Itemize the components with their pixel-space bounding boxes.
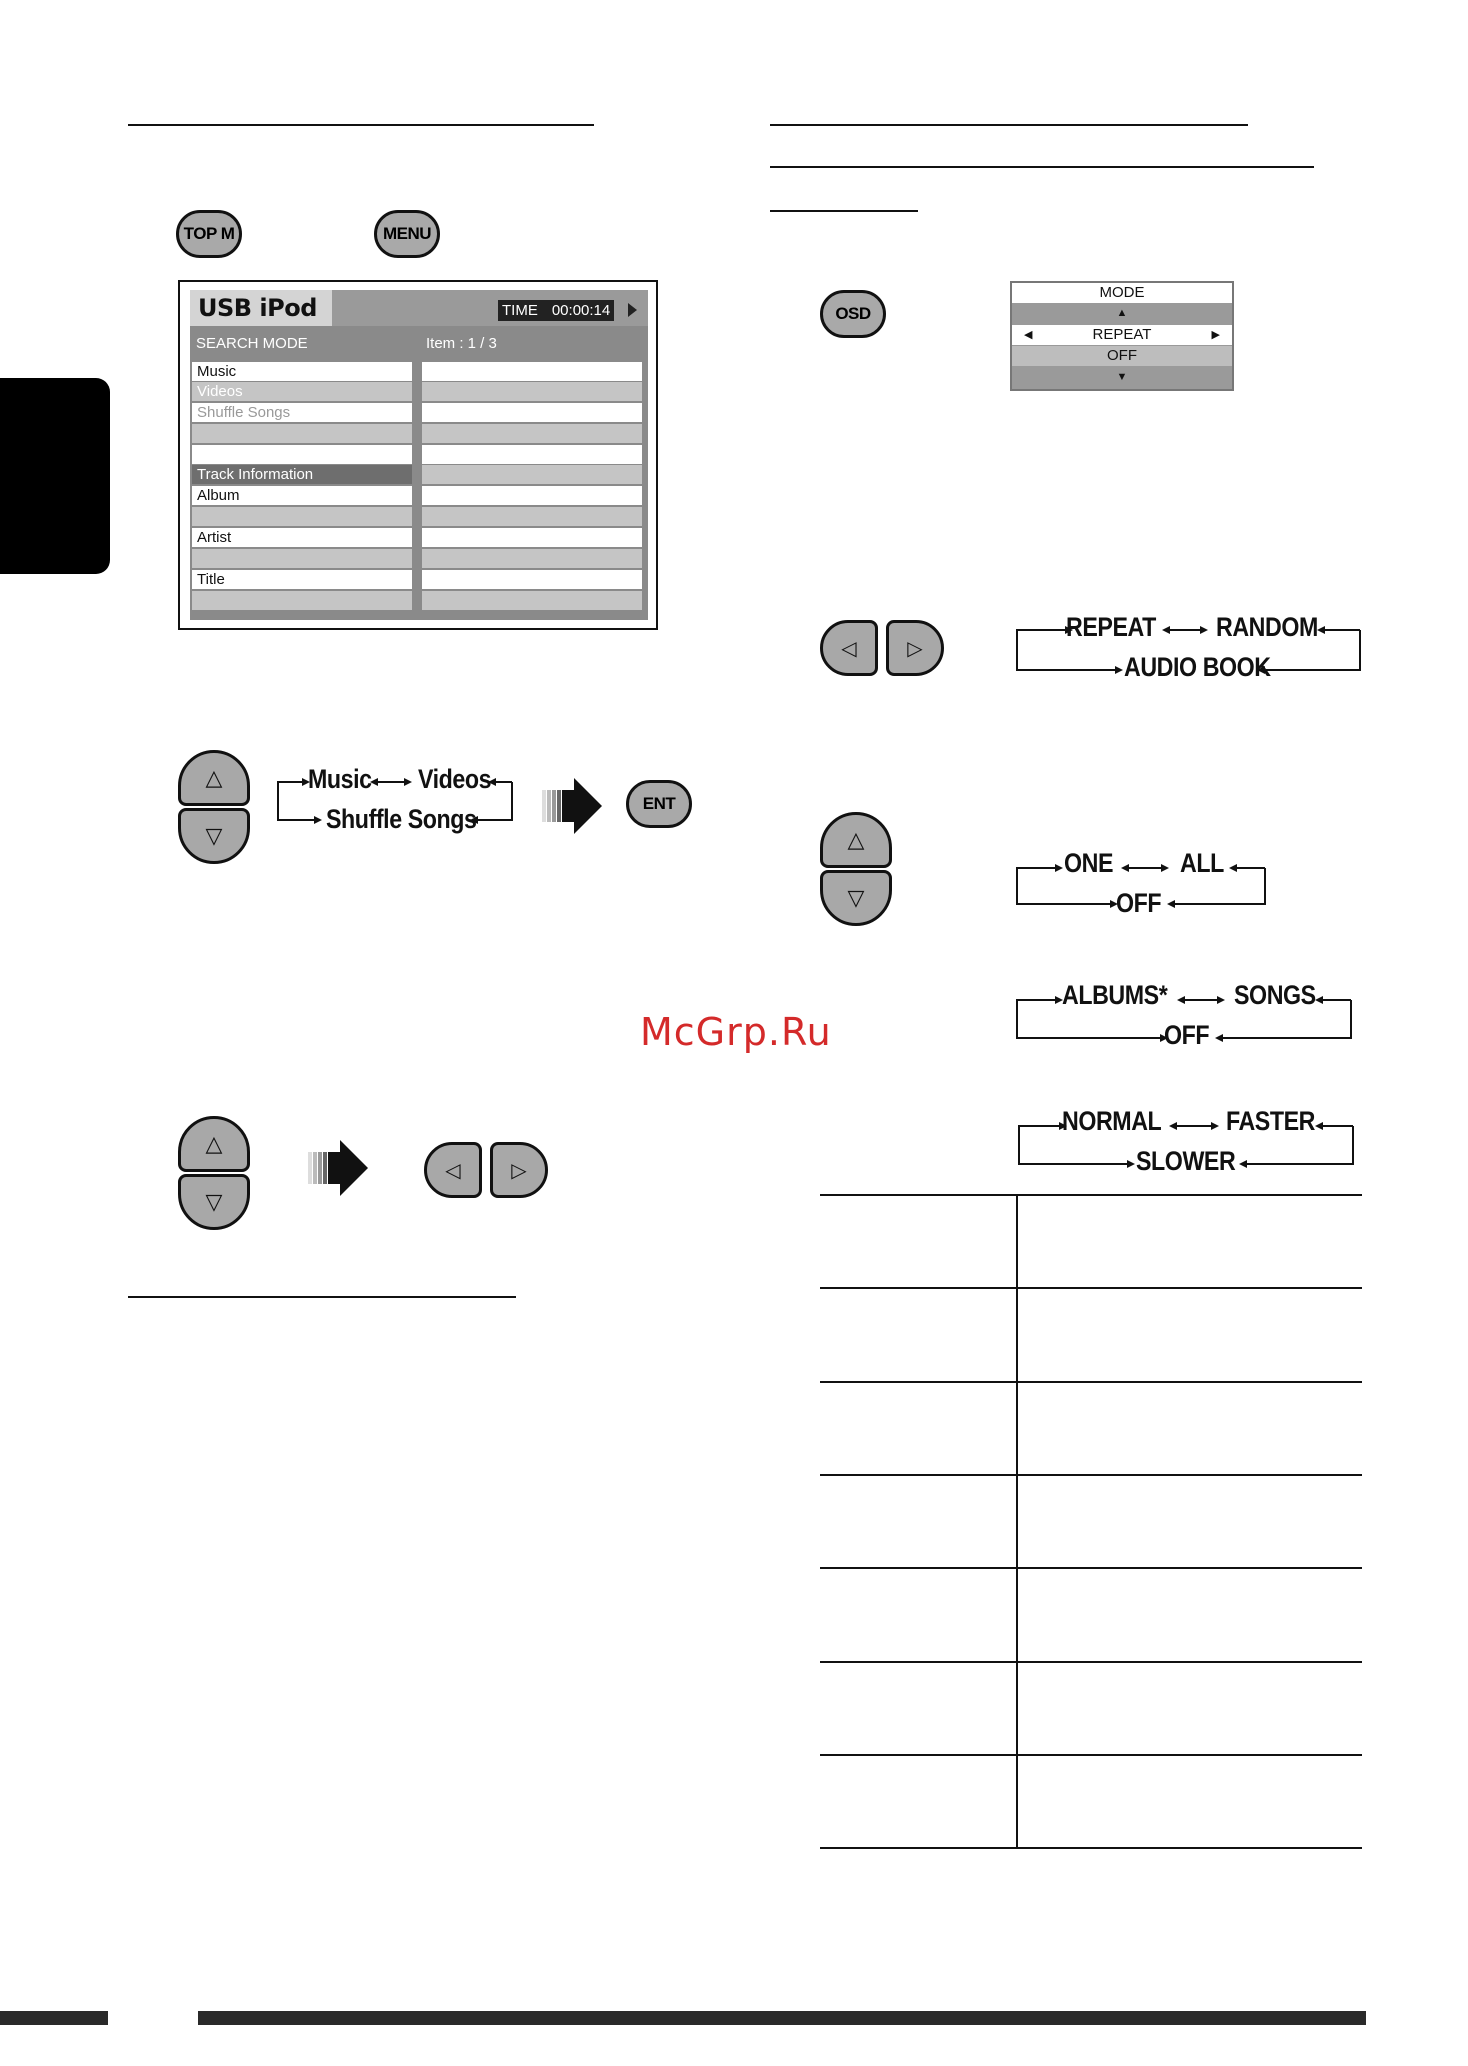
section-rule: [128, 1296, 516, 1298]
list-item: [422, 507, 642, 526]
next-step-arrow-icon: [542, 776, 604, 840]
list-item: [422, 445, 642, 464]
list-item: [422, 465, 642, 484]
footer-bar: [198, 2011, 1366, 2025]
down-button[interactable]: [820, 870, 892, 926]
cycle-label-albums: ALBUMS*: [1062, 980, 1168, 1010]
item-counter: Item : 1 / 3: [426, 335, 497, 352]
section-rule: [770, 166, 1314, 168]
up-button[interactable]: [178, 1116, 250, 1172]
list-item: [192, 549, 412, 568]
list-item: [192, 591, 412, 610]
list-item: [422, 591, 642, 610]
search-mode-header: SEARCH MODE: [196, 335, 308, 352]
table-rule: [820, 1381, 1362, 1383]
track-field-title: Title: [192, 570, 412, 589]
cycle-label-music: Music: [308, 764, 372, 794]
list-item: [422, 486, 642, 505]
up-arrow-icon: △: [205, 765, 223, 790]
right-arrow-icon: ▷: [511, 1159, 527, 1182]
cycle-label-slower: SLOWER: [1136, 1146, 1236, 1176]
down-button[interactable]: [178, 808, 250, 864]
up-arrow-icon: △: [205, 1131, 223, 1156]
cycle-label-normal: NORMAL: [1062, 1106, 1162, 1136]
down-arrow-icon: ▽: [847, 885, 865, 910]
list-item: [422, 382, 642, 401]
left-arrow-icon: ◁: [841, 637, 857, 660]
down-arrow-icon: ▽: [205, 823, 223, 848]
up-button[interactable]: [820, 812, 892, 868]
section-rule: [770, 124, 1248, 126]
left-button[interactable]: [820, 620, 878, 676]
cycle-label-off: OFF: [1164, 1020, 1210, 1050]
time-display: TIME 00:00:14: [498, 300, 614, 321]
up-button[interactable]: [178, 750, 250, 806]
table-divider: [1016, 1194, 1018, 1848]
down-arrow-icon: ▽: [205, 1189, 223, 1214]
osd-left-arrow-icon[interactable]: ◀: [1024, 329, 1033, 341]
screen-title: USB iPod: [190, 290, 332, 326]
cycle-label-shuffle-songs: Shuffle Songs: [326, 804, 477, 834]
play-icon: [628, 303, 637, 317]
up-arrow-icon: △: [847, 827, 865, 852]
mode-item-videos[interactable]: Videos: [192, 382, 412, 401]
watermark: McGrp.Ru: [640, 1010, 832, 1054]
enter-button[interactable]: ENT: [626, 780, 692, 828]
cycle-label-faster: FASTER: [1226, 1106, 1316, 1136]
cycle-label-audio-book: AUDIO BOOK: [1124, 652, 1271, 682]
list-item: [422, 362, 642, 381]
cycle-label-songs: SONGS: [1234, 980, 1316, 1010]
right-button[interactable]: [490, 1142, 548, 1198]
next-step-arrow-icon: [308, 1138, 370, 1202]
list-item: [422, 528, 642, 547]
osd-button[interactable]: OSD: [820, 290, 886, 338]
track-info-header: Track Information: [192, 465, 412, 484]
top-menu-button[interactable]: TOP M: [176, 210, 242, 258]
chapter-tab: [0, 378, 110, 574]
track-field-artist: Artist: [192, 528, 412, 547]
mode-item-music[interactable]: Music: [192, 362, 412, 381]
cycle-label-one: ONE: [1064, 848, 1114, 878]
footer-bar: [0, 2011, 108, 2025]
list-item: [422, 424, 642, 443]
osd-menu-title: MODE: [1012, 283, 1232, 303]
cycle-label-random: RANDOM: [1216, 612, 1318, 642]
osd-up-arrow-icon[interactable]: ▲: [1116, 307, 1128, 319]
table-rule: [820, 1194, 1362, 1196]
list-item: [192, 445, 412, 464]
usb-ipod-screen: [178, 280, 658, 630]
down-button[interactable]: [178, 1174, 250, 1230]
cycle-label-videos: Videos: [418, 764, 492, 794]
list-item: [422, 403, 642, 422]
mode-item-shuffle-songs[interactable]: Shuffle Songs: [192, 403, 412, 422]
cycle-label-all: ALL: [1180, 848, 1224, 878]
section-rule: [128, 124, 594, 126]
section-rule: [770, 210, 918, 212]
right-button[interactable]: [886, 620, 944, 676]
table-rule: [820, 1567, 1362, 1569]
left-button[interactable]: [424, 1142, 482, 1198]
cycle-label-off: OFF: [1116, 888, 1162, 918]
table-rule: [820, 1661, 1362, 1663]
list-item: [192, 507, 412, 526]
table-rule: [820, 1474, 1362, 1476]
right-arrow-icon: ▷: [907, 637, 923, 660]
cycle-label-repeat: REPEAT: [1066, 612, 1156, 642]
osd-menu-value: OFF: [1012, 346, 1232, 366]
osd-menu-item[interactable]: ◀ REPEAT ▶: [1012, 325, 1232, 345]
table-rule: [820, 1754, 1362, 1756]
track-field-album: Album: [192, 486, 412, 505]
osd-down-arrow-icon[interactable]: ▼: [1116, 371, 1128, 383]
menu-button[interactable]: MENU: [374, 210, 440, 258]
list-item: [192, 424, 412, 443]
list-item: [422, 570, 642, 589]
table-rule: [820, 1287, 1362, 1289]
list-item: [422, 549, 642, 568]
osd-right-arrow-icon[interactable]: ▶: [1211, 329, 1220, 341]
osd-mode-menu: [1010, 281, 1234, 391]
left-arrow-icon: ◁: [445, 1159, 461, 1182]
table-rule: [820, 1847, 1362, 1849]
